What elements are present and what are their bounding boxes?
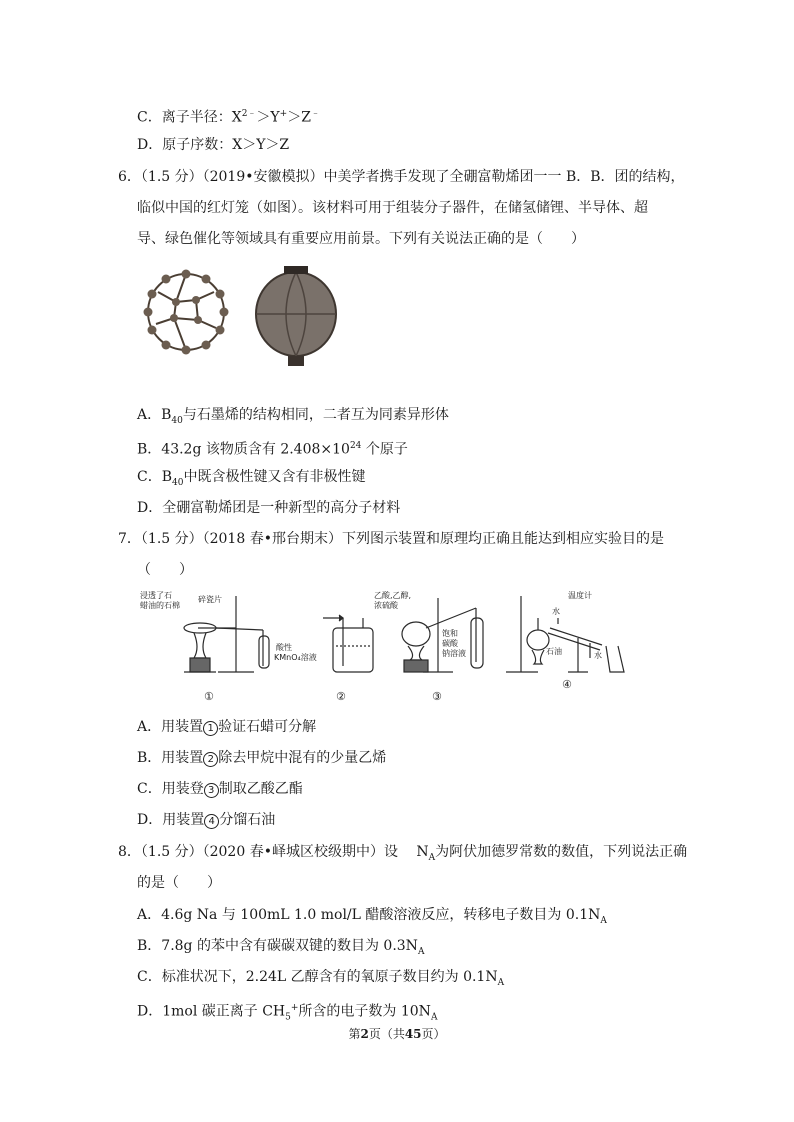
fig4-label-b: 水 [552,607,560,616]
q8-option-d: D．1mol 碳正离子 $CH_5^+$所含的电子数为 $10N_A$ [137,1003,438,1023]
q5-option-c: C．离子半径：$X^{2﹣}>Y^+>Z^﹣$ [137,109,320,126]
q7-apparatus-figure [138,588,650,708]
q7-stem-line2: （ ） [137,562,193,578]
q6-option-c: C．$B_{40}$中既含极性键又含有非极性键 [137,469,366,488]
q8-option-c: C．标准状况下，2.24L 乙醇含有的氧原子数目约为 $0.1N_A$ [137,969,505,988]
fig1-label-d: 酸性 [276,643,292,652]
fig1-label-e: KMnO₄溶液 [274,653,317,662]
fig-caption-2: ② [336,690,346,703]
fig3-label-c: 饱和 [442,629,458,638]
page-footer: 第2页（共45页） [348,1027,446,1041]
q6-option-a: A．$B_{40}$与石墨烯的结构相同，二者互为同素异形体 [137,407,449,426]
q6-option-d: D．全硼富勒烯团是一种新型的高分子材料 [137,500,401,516]
q8-stem-line1: 8．（1.5 分）（2020 春•峄城区校级期中）设 $N_A$为阿伏加德罗常数的数值，下列说法正确 [118,844,688,863]
fig1-label-c: 碎瓷片 [198,595,222,604]
q5-option-d: D．原子序数：X＞Y＞Z [137,137,290,153]
q7-option-a: A．用装置 1 验证石蜡可分解 [137,719,317,735]
fig3-label-a: 乙酸,乙醇, [374,591,412,600]
fig4-label-d: 水 [594,651,602,660]
fig1-label-b: 蜡油的石棉 [140,601,180,610]
q6-option-b: B．43.2g 该物质含有 $2.408\times 10^{24}$ 个原子 [137,441,408,458]
q7-option-c: C．用装登 3 制取乙酸乙酯 [137,781,303,797]
q7-stem-line1: 7．（1.5 分）（2018 春•邢台期末）下列图示装置和原理均正确且能达到相应实验目的是 [118,531,664,547]
fig-caption-3: ③ [432,690,442,703]
q6-stem-line1: 6．（1.5 分）（2019•安徽模拟）中美学者携手发现了全硼富勒烯团一一 B．B．团的结构， [118,169,685,185]
fig3-label-b: 浓硫酸 [374,601,398,610]
boron-cage-molecule-image [138,262,348,370]
lab-apparatus-diagram [138,588,650,708]
q6-stem-line3: 导、绿色催化等领域具有重要应用前景。下列有关说法正确的是（ ） [137,231,585,247]
q7-option-b: B．用装置 2 除去甲烷中混有的少量乙烯 [137,750,387,766]
q7-option-d: D．用装置 4 分馏石油 [137,812,276,828]
q8-stem-line2: 的是（ ） [137,875,221,891]
fig4-label-a: 温度计 [568,591,592,600]
fig3-label-d: 碳酸 [442,639,458,648]
q8-option-a: A．4.6g Na 与 100mL 1.0 mol/L 醋酸溶液反应，转移电子数目为 $0.1N_A$ [137,907,607,926]
fig-caption-4: ④ [562,678,572,691]
q8-option-b: B．7.8g 的苯中含有碳碳双键的数目为 $0.3N_A$ [137,938,425,957]
fig-caption-1: ① [204,690,214,703]
q6-figure [138,262,348,370]
q6-stem-line2: 临似中国的红灯笼（如图）。该材料可用于组装分子器件，在储氢储锂、半导体、超 [137,200,648,216]
fig3-label-e: 钠溶液 [442,649,466,658]
fig4-label-c: 石油 [546,647,562,656]
fig1-label-a: 浸透了石 [140,591,172,600]
